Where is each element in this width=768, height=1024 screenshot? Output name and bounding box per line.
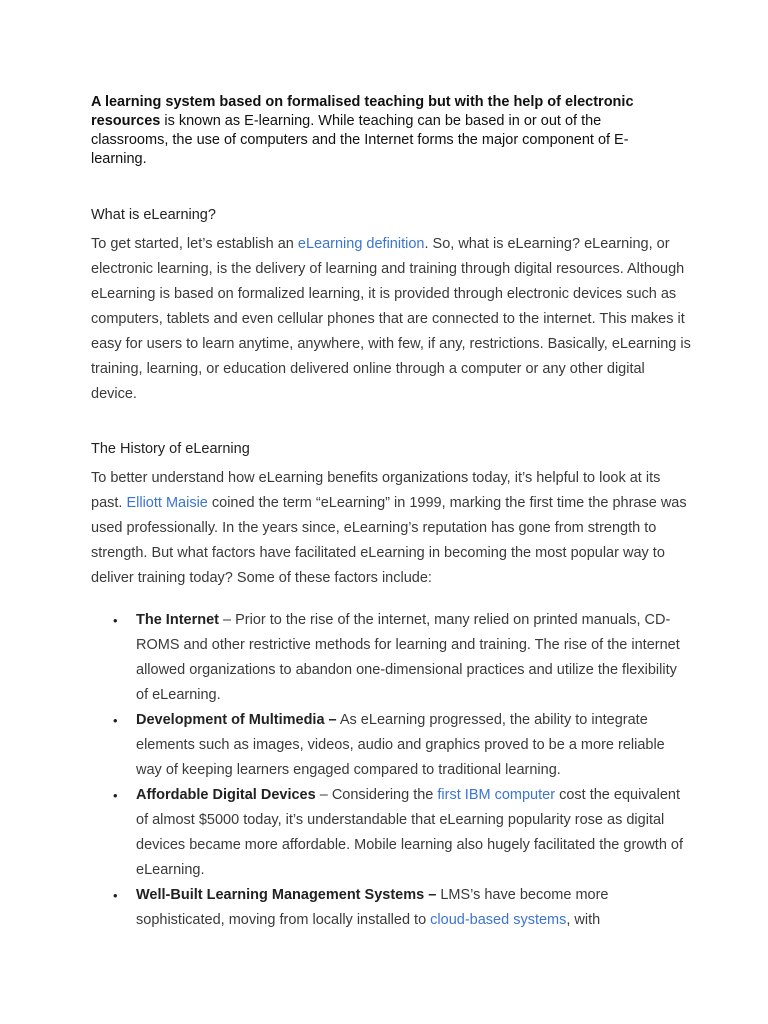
intro-bold-text: A learning system based on formalised teaching but with the help of electronic resources bbox=[91, 94, 634, 129]
elearning-definition-link[interactable]: eLearning definition bbox=[297, 236, 425, 252]
list-item-internet bbox=[91, 608, 691, 708]
list-item-text: LMS’s have become more sophisticated, moving from locally installed to bbox=[136, 887, 609, 928]
first-ibm-computer-link[interactable]: first IBM computer bbox=[437, 787, 556, 803]
list-item-separator: – bbox=[218, 612, 236, 628]
list-item-text: cost the equivalent of almost $5000 today, it’s understandable that eLearning popularity rose as digital devices became more affordable. Mobile learning also hugely facilitated the growth of eLearning. bbox=[136, 787, 684, 878]
elliott-maisie-link[interactable]: Elliott Maisie bbox=[126, 495, 208, 511]
list-item-term: Affordable Digital Devices bbox=[136, 787, 316, 803]
intro-paragraph bbox=[91, 93, 681, 169]
section-paragraph-history bbox=[91, 466, 691, 591]
section-heading-what-is: What is eLearning? bbox=[91, 207, 216, 223]
section-heading-history: The History of eLearning bbox=[91, 441, 250, 457]
paragraph-text: . So, what is eLearning? eLearning, or electronic learning, is the delivery of learning and training through digital resources. Although eLearning is based on formalized learning, it is provided through electronic devices such as computers, tablets and even cellular phones that are connected to the internet. This makes it easy for users to learn anytime, anywhere, with few, if any, restrictions. Basically, eLearning is training, learning, or education delivered online through a computer or any other digital device. bbox=[91, 236, 691, 402]
paragraph-text: coined the term “eLearning” in 1999, marking the first time the phrase was used professionally. In the years since, eLearning’s reputation has gone from strength to strength. But what factors have facilitated eLearning in becoming the most popular way to deliver training today? Some of these factors include: bbox=[91, 495, 687, 586]
bullet-icon: • bbox=[113, 788, 118, 803]
list-item-separator: – bbox=[315, 787, 332, 803]
list-item-term: Well-Built Learning Management Systems – bbox=[136, 887, 437, 903]
list-item-text: Considering the bbox=[331, 787, 438, 803]
section-paragraph-what-is bbox=[91, 232, 691, 407]
cloud-based-systems-link[interactable]: cloud-based systems bbox=[430, 912, 567, 928]
list-item-term: Development of Multimedia – bbox=[136, 712, 337, 728]
list-item-multimedia bbox=[91, 708, 691, 783]
list-item-lms bbox=[91, 883, 691, 933]
list-item-text: As eLearning progressed, the ability to integrate elements such as images, videos, audio and graphics proved to be a more reliable way of keeping learners engaged compared to traditional learning. bbox=[136, 712, 665, 778]
list-item-devices bbox=[91, 783, 691, 883]
bullet-icon: • bbox=[113, 613, 118, 628]
factors-list bbox=[91, 608, 691, 933]
intro-text: is known as E-learning. While teaching can be based in or out of the classrooms, the use of computers and the Internet forms the major component of E-learning. bbox=[91, 113, 629, 167]
paragraph-text: To get started, let’s establish an bbox=[91, 236, 298, 252]
bullet-icon: • bbox=[113, 888, 118, 903]
list-item-text: , with bbox=[566, 912, 601, 928]
bullet-icon: • bbox=[113, 713, 118, 728]
list-item-term: The Internet bbox=[136, 612, 219, 628]
list-item-text: Prior to the rise of the internet, many relied on printed manuals, CD-ROMS and other restrictive methods for learning and training. The rise of the internet allowed organizations to abandon one-dimensional practices and utilize the flexibility of eLearning. bbox=[136, 612, 680, 703]
paragraph-text: To better understand how eLearning benefits organizations today, it’s helpful to look at its past. bbox=[91, 470, 661, 511]
